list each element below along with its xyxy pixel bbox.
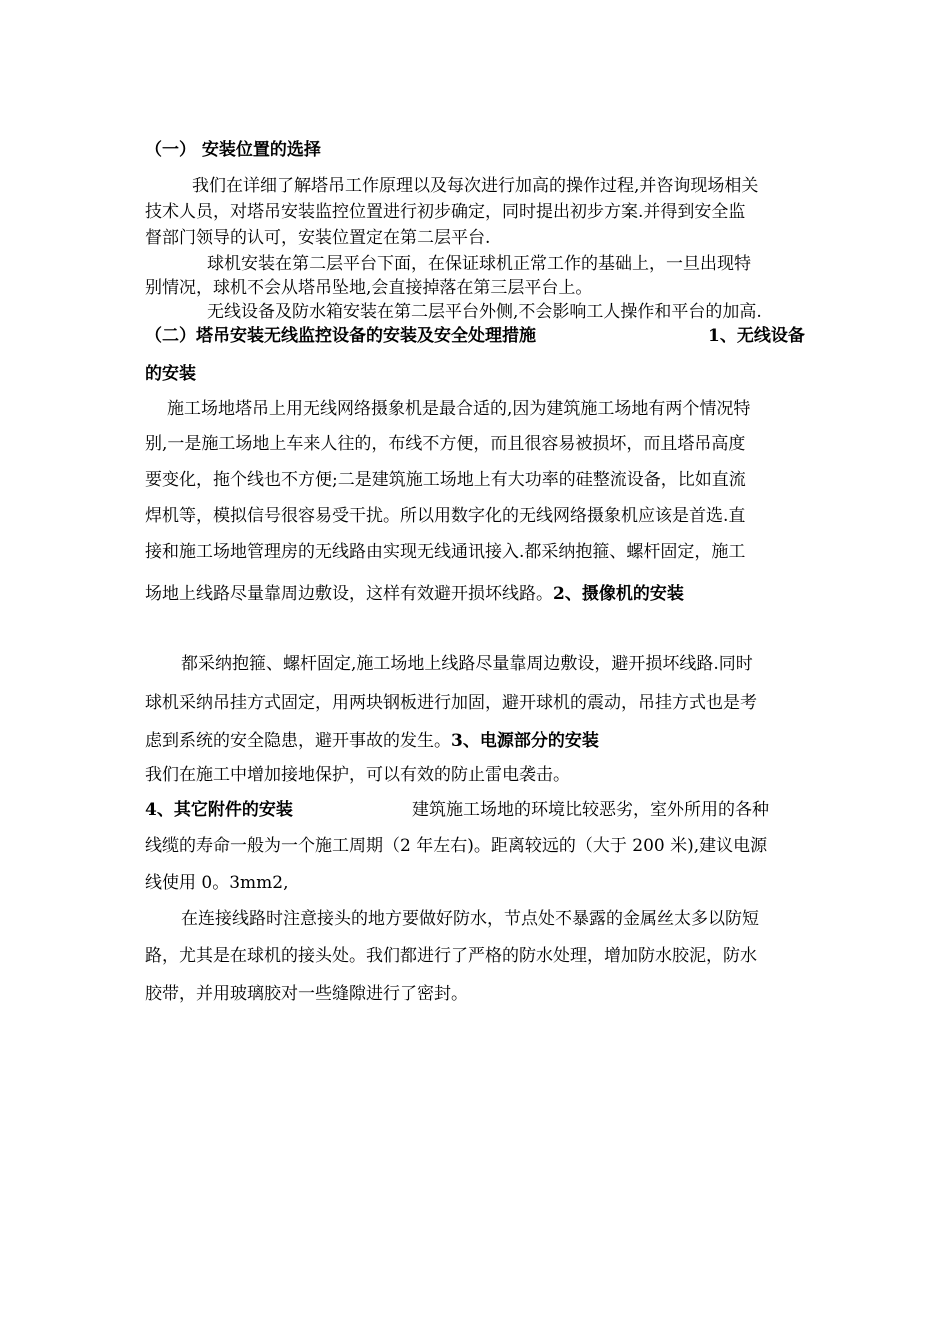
paragraph-line: 要变化，拖个线也不方便;二是建筑施工场地上有大功率的硅整流设备，比如直流 [145, 470, 746, 490]
paragraph-line: 焊机等，模拟信号很容易受干扰。所以用数字化的无线网络摄象机应该是首选.直 [145, 506, 746, 526]
paragraph-line: 接和施工场地管理房的无线路由实现无线通讯接入.都采纳抱箍、螺杆固定，施工 [145, 542, 746, 562]
section-heading-2: （二）塔吊安装无线监控设备的安装及安全处理措施 [145, 326, 536, 346]
subsection-heading-1-part2: 的安装 [145, 364, 196, 384]
paragraph-line: 都采纳抱箍、螺杆固定,施工场地上线路尽量靠周边敷设，避开损坏线路.同时 [181, 654, 753, 674]
subsection-heading-4: 4、其它附件的安装 [145, 800, 293, 820]
paragraph-text: 场地上线路尽量靠周边敷设，这样有效避开损坏线路。 [145, 584, 553, 604]
paragraph-line: 线缆的寿命一般为一个施工周期（2 年左右)。距离较远的（大于 200 米),建议电源 [145, 836, 768, 856]
paragraph-line: 施工场地塔吊上用无线网络摄象机是最合适的,因为建筑施工场地有两个情况特 [167, 399, 751, 419]
paragraph-line: 无线设备及防水箱安装在第二层平台外侧,不会影响工人操作和平台的加高. [207, 302, 762, 322]
paragraph-line: 我们在详细了解塔吊工作原理以及每次进行加高的操作过程,并咨询现场相关 [192, 176, 759, 196]
paragraph-line: 建筑施工场地的环境比较恶劣，室外所用的各种 [412, 800, 769, 820]
paragraph-line: 路，尤其是在球机的接头处。我们都进行了严格的防水处理，增加防水胶泥，防水 [145, 946, 757, 966]
paragraph-text: 虑到系统的安全隐患，避开事故的发生。 [145, 731, 451, 751]
paragraph-line [145, 586, 684, 603]
section-heading-1: （一） 安装位置的选择 [145, 140, 321, 160]
subsection-heading-2: 2、摄像机的安装 [553, 584, 684, 604]
paragraph-line: 在连接线路时注意接头的地方要做好防水，节点处不暴露的金属丝太多以防短 [181, 909, 759, 929]
paragraph-line: 别情况，球机不会从塔吊坠地,会直接掉落在第三层平台上。 [145, 278, 593, 298]
paragraph-line [145, 733, 599, 750]
paragraph-line: 督部门领导的认可，安装位置定在第二层平台. [145, 228, 491, 248]
paragraph-line: 胶带，并用玻璃胶对一些缝隙进行了密封。 [145, 984, 468, 1004]
subsection-heading-3: 3、电源部分的安装 [451, 731, 599, 751]
subsection-heading-1-part1: 1、无线设备 [708, 326, 805, 346]
paragraph-line: 线使用 0。3mm2, [145, 873, 289, 893]
paragraph-line: 球机采纳吊挂方式固定，用两块钢板进行加固，避开球机的震动，吊挂方式也是考 [145, 693, 757, 713]
paragraph-line: 别,一是施工场地上车来人往的，布线不方便，而且很容易被损坏，而且塔吊高度 [145, 434, 746, 454]
paragraph-line: 球机安装在第二层平台下面，在保证球机正常工作的基础上，一旦出现特 [207, 254, 751, 274]
paragraph-line: 技术人员，对塔吊安装监控位置进行初步确定，同时提出初步方案.并得到安全监 [145, 202, 746, 222]
paragraph-line: 我们在施工中增加接地保护，可以有效的防止雷电袭击。 [145, 765, 570, 785]
